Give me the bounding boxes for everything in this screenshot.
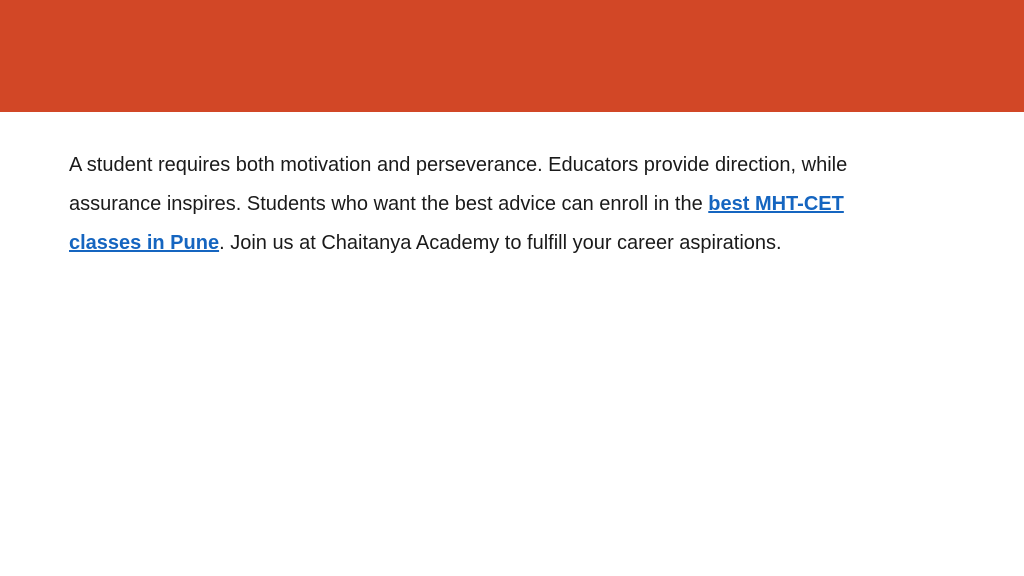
body-text-before-link: A student requires both motivation and perseverance. Educators provide direction, while assurance inspires. Students who want the best advice can enroll in the [69, 154, 848, 215]
header-band [0, 0, 1024, 112]
body-text-after-link: . Join us at Chaitanya Academy to fulfill your career aspirations. [219, 232, 782, 254]
body-paragraph [69, 146, 869, 263]
mht-cet-classes-link[interactable]: best MHT-CET classes in Pune [69, 193, 844, 254]
